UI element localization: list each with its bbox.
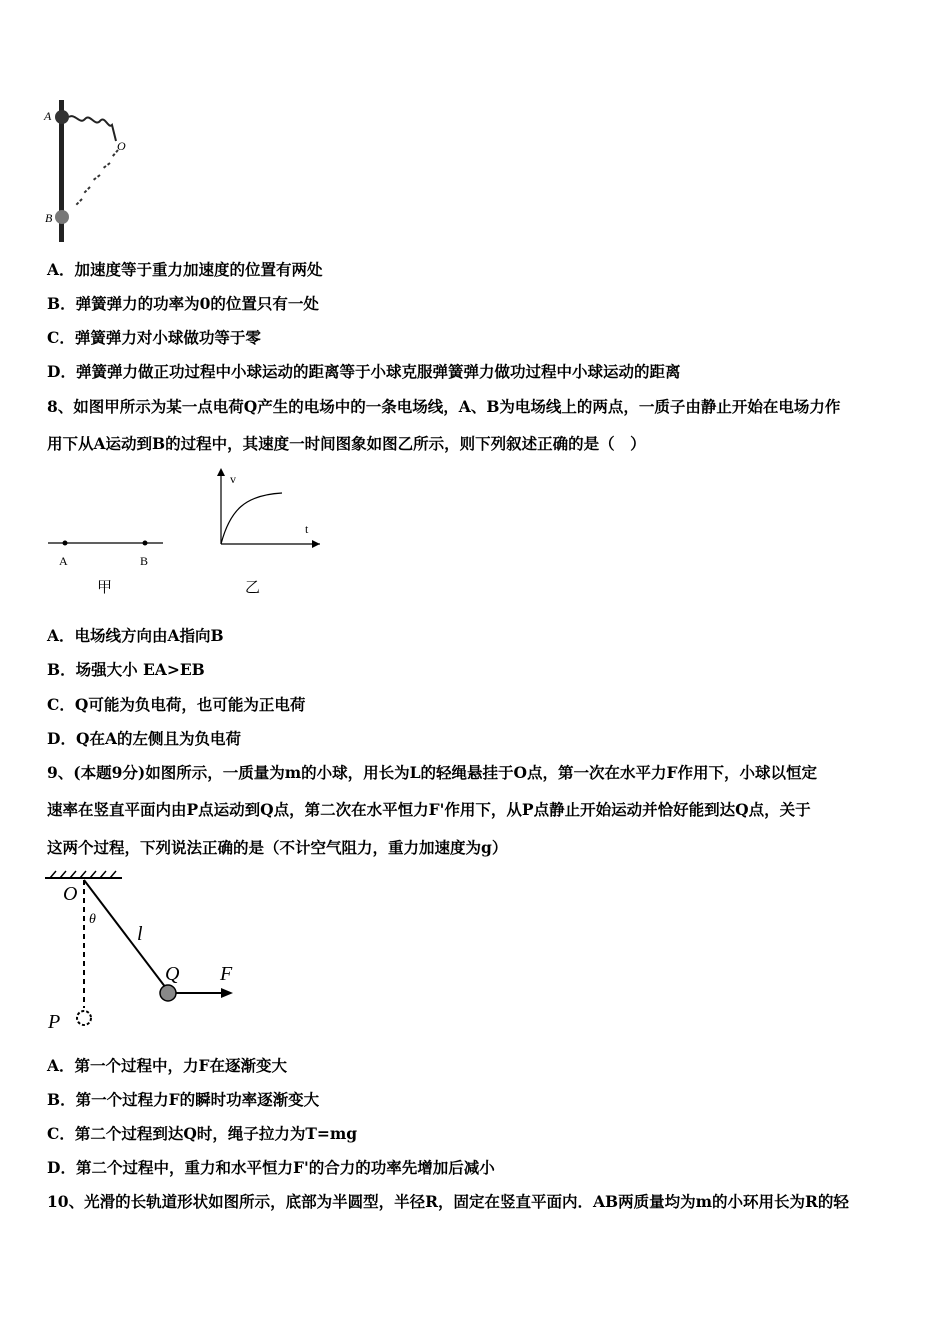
q9-option-a: A．第一个过程中，力F在逐渐变大 (47, 1056, 288, 1075)
pendulum-figure (40, 868, 250, 1033)
label-b: B (45, 211, 53, 225)
q8-stem-line1: 8、如图甲所示为某一点电荷Q产生的电场中的一条电场线，A、B为电场线上的两点，一质子由静止开始在电场力作 (47, 397, 841, 416)
label-o: O (117, 139, 126, 153)
field-line-and-vt-figure (40, 465, 340, 600)
label-b: B (140, 554, 149, 568)
label-a: A (59, 554, 68, 568)
label-a: A (44, 109, 52, 123)
q9-option-d: D．第二个过程中，重力和水平恒力F'的合力的功率先增加后减小 (47, 1158, 495, 1177)
q7-option-c: C．弹簧弹力对小球做功等于零 (47, 328, 261, 347)
label-o: O (63, 883, 78, 905)
q7-option-d: D．弹簧弹力做正功过程中小球运动的距离等于小球克服弹簧弹力做功过程中小球运动的距离 (47, 362, 681, 381)
label-t: t (305, 522, 309, 536)
label-f: F (220, 963, 233, 985)
q9-stem-line3: 这两个过程，下列说法正确的是（不计空气阻力，重力加速度为g） (47, 838, 508, 857)
q8-option-b: B．场强大小 EA>EB (47, 660, 205, 679)
label-theta: θ (89, 912, 96, 927)
label-yi: 乙 (245, 580, 261, 596)
q10-stem-line1: 10、光滑的长轨道形状如图所示，底部为半圆型，半径R，固定在竖直平面内．AB两质量均为m的小环用长为R的轻 (47, 1192, 849, 1211)
q7-option-b: B．弹簧弹力的功率为0的位置只有一处 (47, 294, 319, 313)
q8-option-a: A．电场线方向由A指向B (47, 626, 224, 645)
q9-option-b: B．第一个过程力F的瞬时功率逐渐变大 (47, 1090, 320, 1109)
label-q: Q (165, 963, 180, 985)
q7-option-a: A．加速度等于重力加速度的位置有两处 (47, 260, 323, 279)
spring-rod-figure (40, 95, 150, 245)
q8-option-c: C．Q可能为负电荷，也可能为正电荷 (47, 695, 306, 714)
q8-option-d: D．Q在A的左侧且为负电荷 (47, 729, 241, 748)
label-p: P (48, 1011, 61, 1033)
q9-option-c: C．第二个过程到达Q时，绳子拉力为T=mg (47, 1124, 358, 1143)
q9-stem-line1: 9、(本题9分)如图所示，一质量为m的小球，用长为L的轻绳悬挂于O点，第一次在水平力F作用下，小球以恒定 (47, 763, 818, 782)
label-v: v (230, 472, 236, 486)
q8-stem-line2: 用下从A运动到B的过程中，其速度一时间图象如图乙所示，则下列叙述正确的是（ ） (47, 434, 646, 453)
q9-stem-line2: 速率在竖直平面内由P点运动到Q点，第二次在水平恒力F'作用下，从P点静止开始运动并恰好能到达Q点，关于 (47, 800, 811, 819)
label-jia: 甲 (97, 580, 113, 596)
label-l: l (137, 923, 143, 945)
